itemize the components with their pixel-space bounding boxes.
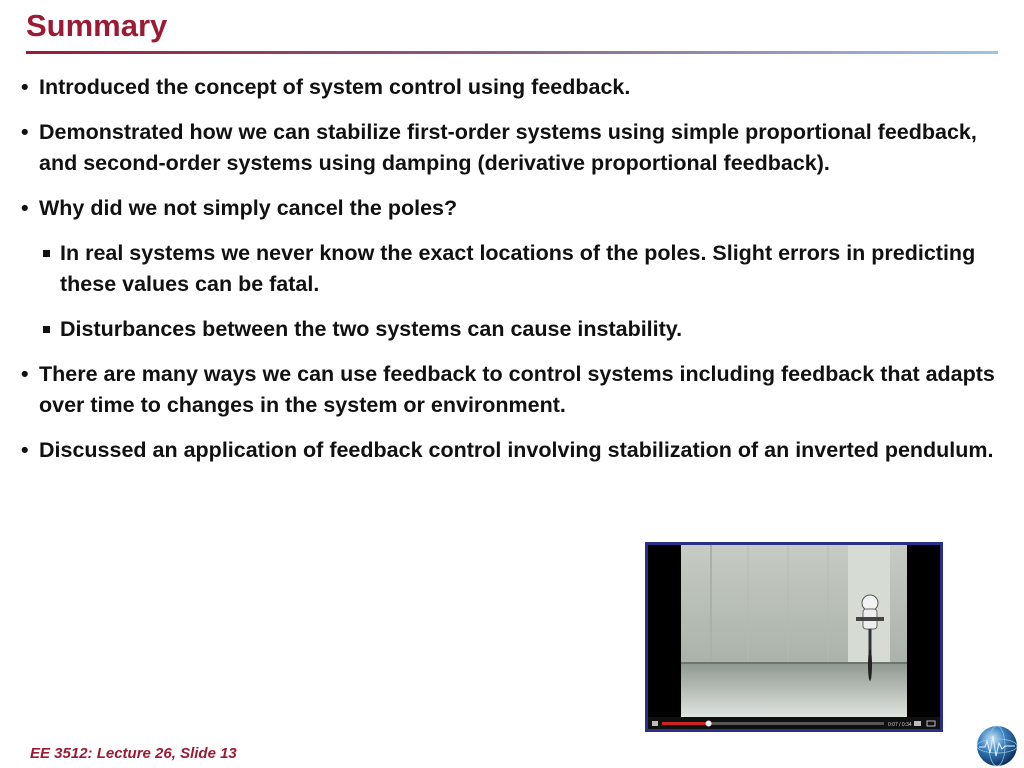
video-progress-fill	[662, 722, 709, 725]
sub-bullet-item	[20, 314, 1000, 345]
bullet-text: Why did we not simply cancel the poles?	[39, 196, 458, 220]
bullet-text: Discussed an application of feedback control involving stabilization of an inverted pendulum.	[39, 438, 994, 462]
bullet-dot: •	[21, 362, 29, 386]
volume-icon[interactable]	[914, 721, 921, 726]
bullet-item	[20, 117, 1000, 179]
bullet-list	[20, 72, 1000, 480]
bullet-dot: •	[21, 196, 29, 220]
bullet-item	[20, 359, 1000, 421]
video-frame[interactable]	[648, 545, 940, 729]
bullet-dot: •	[21, 120, 29, 144]
bullet-text: Introduced the concept of system control using feedback.	[39, 75, 631, 99]
video-time: 0:07 / 0:34	[888, 722, 912, 728]
square-bullet-icon	[43, 250, 50, 257]
bullet-item	[20, 72, 1000, 103]
bullet-text: There are many ways we can use feedback to control systems including feedback that adapts over time to changes in the system or environment.	[39, 362, 995, 417]
bullet-dot: •	[21, 438, 29, 462]
square-bullet-icon	[43, 326, 50, 333]
sub-bullet-item	[20, 238, 1000, 300]
video-scrubber-handle[interactable]	[706, 721, 712, 727]
bullet-dot: •	[21, 75, 29, 99]
video-player[interactable]	[645, 542, 943, 732]
title-divider	[26, 51, 998, 54]
sub-bullet-text: In real systems we never know the exact locations of the poles. Slight errors in predicting these values can be fatal.	[60, 241, 976, 296]
bullet-text: Demonstrated how we can stabilize first-order systems using simple proportional feedback, and second-order systems using damping (derivative proportional feedback).	[39, 120, 977, 175]
globe-logo-icon	[975, 724, 1019, 768]
slide-title: Summary	[26, 8, 168, 43]
bullet-item	[20, 435, 1000, 466]
video-scene	[648, 545, 940, 729]
sub-bullet-text: Disturbances between the two systems can cause instability.	[60, 317, 683, 341]
bullet-item	[20, 193, 1000, 224]
slide-footer: EE 3512: Lecture 26, Slide 13	[30, 745, 237, 762]
